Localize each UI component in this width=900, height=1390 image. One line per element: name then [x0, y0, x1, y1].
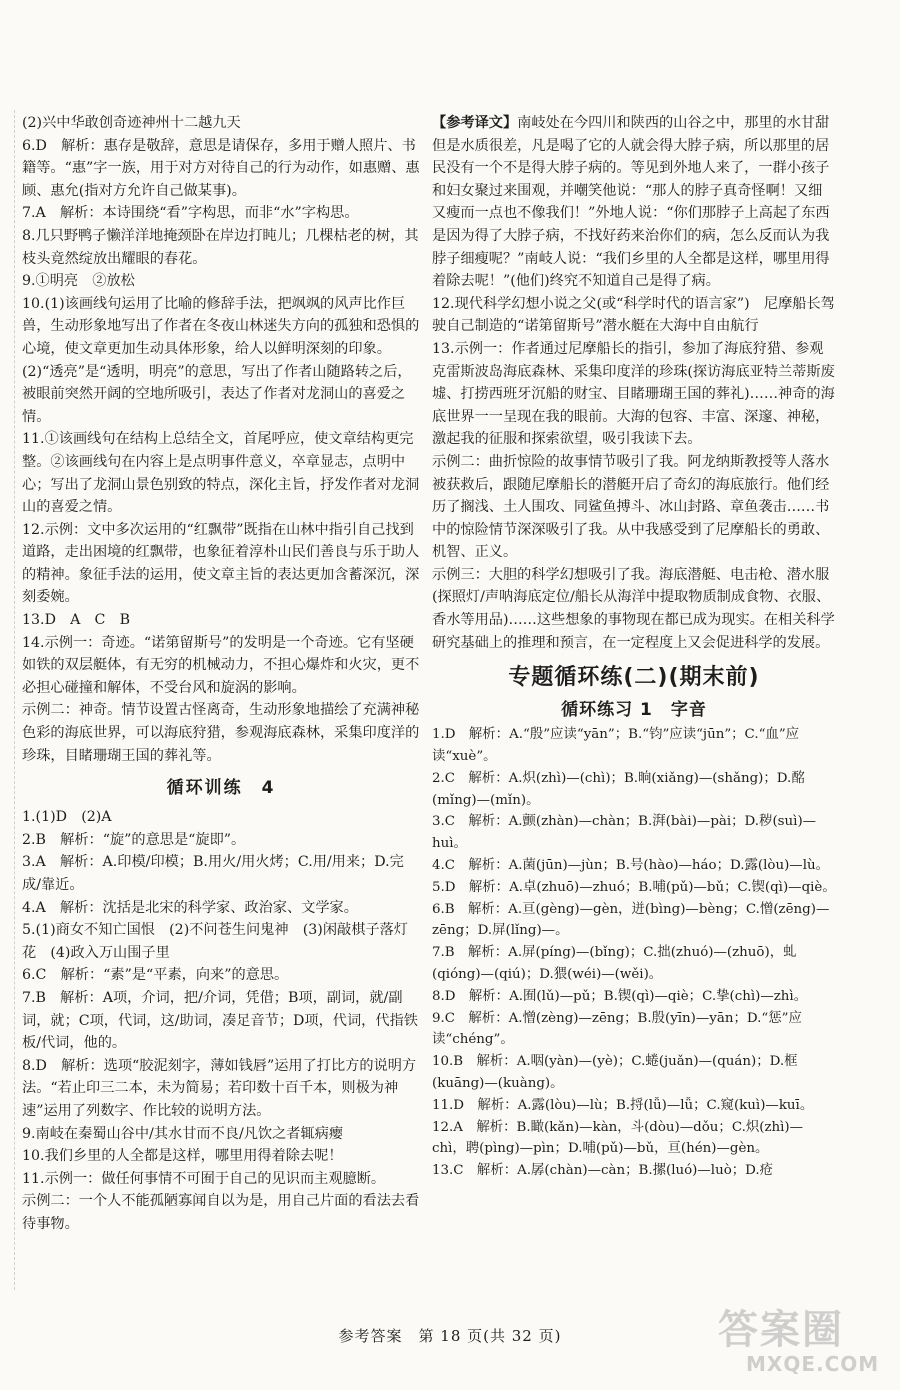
answer-item: 10.我们乡里的人全都是这样，哪里用得着除去呢！ [22, 1148, 343, 1165]
answer-item: 3.C 解析：A.颤(zhàn)—chàn；B.湃(bài)—pài；D.秽(suì)—huì。 [432, 814, 817, 852]
answer-item: 13.D A C B [22, 612, 131, 629]
answer-item: 11.D 解析：A.露(lòu)—lù；B.捋(lǚ)—lǚ；C.窥(kuì)—kuī。 [432, 1097, 814, 1113]
answer-item: 示例二：神奇。情节设置古怪离奇，生动形象地描绘了充满神秘色彩的海底世界，可以海底狩猎，参观海底森林，采集印度洋的珍珠，目睹珊瑚王国的葬礼等。 [22, 702, 420, 764]
answer-item: 6.C 解析：“素”是“平素，向来”的意思。 [22, 967, 289, 984]
answer-item: 10.(1)该画线句运用了比喻的修辞手法，把飒飒的风声比作巨兽，生动形象地写出了作者在冬夜山林迷失方向的孤独和恐惧的心境，使文章更加生动具体形象，给人以鲜明深刻的印象。 [22, 295, 420, 357]
answer-item: 2.B 解析：“旋”的意思是“旋即”。 [22, 831, 246, 848]
reference-translation [432, 112, 836, 293]
answer-item: 1.(1)D (2)A [22, 809, 112, 826]
answer-item: 11.示例一：做任何事情不可囿于自己的见识而主观臆断。 [22, 1170, 386, 1187]
answer-item: 8.几只野鸭子懒洋洋地掩颈卧在岸边打盹儿；几棵枯老的树，其枝头竟然绽放出耀眼的春花。 [22, 227, 419, 267]
answer-item: 9.南岐在秦蜀山谷中/其水甘而不良/凡饮之者辄病瘿 [22, 1125, 344, 1142]
answer-item: 9.①明亮 ②放松 [22, 273, 135, 290]
answer-item: 示例二：曲折惊险的故事情节吸引了我。阿龙纳斯教授等人落水被获救后，跟随尼摩船长的潜艇开启了奇幻的海底旅行。他们经历了搁浅、土人围攻、同鲨鱼搏斗、冰山封路、章鱼袭击……书中的惊险情节深深吸引了我。从中我感受到了尼摩船长的勇敢、机智、正义。 [432, 453, 830, 561]
answer-item: 5.D 解析：A.卓(zhuō)—zhuó；B.哺(pǔ)—bǔ；C.锲(qì)—qiè。 [432, 879, 836, 895]
answer-item: 6.B 解析：A.亘(gèng)—gèn，迸(bìng)—bèng；C.憎(zēng)—zēng；D.屏(lǐng)—。 [432, 901, 830, 939]
right-answers-a [432, 293, 836, 655]
answer-item: 示例二：一个人不能孤陋寡闻自以为是，用自己片面的看法去看待事物。 [22, 1193, 420, 1232]
answer-item: 5.(1)商女不知亡国恨 (2)不问苍生问鬼神 (3)闲敲棋子落灯花 (4)政入万山围子里 [22, 922, 408, 961]
watermark-url-text: MXQE.COM [746, 1352, 880, 1376]
answer-item: 7.B 解析：A项，介词，把/介词，凭借；B项，副词，就/副词，就；C项，代词，这/助词，凑足音节；D项，代词，代指铁板/代词，他的。 [22, 989, 418, 1052]
answer-item: 8.D 解析：选项“胶泥刻字，薄如钱唇”运用了打比方的说明方法。“若止印三二本，未为简易；若印数十百千本，则极为神速”运用了列数字、作比较的说明方法。 [22, 1057, 417, 1119]
section-title: 循环训练 4 [166, 778, 276, 799]
reference-text: 南岐处在今四川和陕西的山谷之中，那里的水甘甜但是水质很差，凡是喝了它的人就会得大脖子病，所以那里的居民没有一个不是得大脖子病的。等见到外地人来了，一群小孩子和妇女聚过来围观，并嘲笑他说：“那人的脖子真奇怪啊！又细又瘦而一点也不像我们！”外地人说：“你们那脖子上高起了东西是因为得了大脖子病，不找好药来治你们的病，怎么反而认为我脖子细瘦呢？”南岐人说：“我们乡里的人全都是这样，哪里用得着除去呢！”(他们)终究不知道自己是得了病。 [432, 115, 830, 290]
right-column [432, 112, 836, 1182]
binding-edge [0, 110, 15, 1290]
answer-item: (2)“透亮”是“透明，明亮”的意思，写出了作者山随路转之后，被眼前突然开阔的空地所吸引，表达了作者对龙洞山的喜爱之情。 [22, 363, 412, 425]
answer-item: 1.D 解析：A.“殷”应读“yān”；B.“钧”应读“jūn”；C.“血”应读“xuè”。 [432, 727, 800, 765]
answer-item: 6.D 解析：惠存是敬辞，意思是请保存，多用于赠人照片、书籍等。“惠”字一族，用于对方对待自己的行为动作，如惠赠、惠顾、惠允(指对方允许自己做某事)。 [22, 137, 420, 199]
answer-item: 12.现代科学幻想小说之父(或“科学时代的语言家”) 尼摩船长驾驶自己制造的“诺第留斯号”潜水艇在大海中自由航行 [432, 295, 835, 335]
answer-item: 7.B 解析：A.屏(píng)—(bǐng)；C.拙(zhuó)—(zhuō)，虬(qióng)—(qiú)；D.猥(wéi)—(wěi)。 [432, 945, 797, 983]
answer-item: 11.①该画线句在结构上总结全文，首尾呼应，使文章结构更完整。②该画线句在内容上是点明事件意义，卒章显志，点明中心；写出了龙洞山景色别致的特点，深化主旨，抒发作者对龙洞山的喜爱之情。 [22, 431, 420, 516]
answer-item: 8.D 解析：A.囿(lǔ)—pǔ；B.锲(qì)—qiè；C.挚(chì)—zhì。 [432, 988, 808, 1004]
answer-item: 13.示例一：作者通过尼摩船长的指引，参加了海底狩猎、参观克雷斯波岛海底森林、采集印度洋的珍珠(探访海底亚特兰蒂斯废墟、打捞西班牙沉船的财宝、目睹珊瑚王国的葬礼)……神奇的海底世界一一呈现在我的眼前。大海的包容、丰富、深邃、神秘，激起我的征服和探索欲望，吸引我读下去。 [432, 340, 835, 448]
answer-item: 12.A 解析：B.瞰(kǎn)—kàn，斗(dòu)—dǒu；C.炽(zhì)—chì，聘(pìng)—pìn；D.哺(pǔ)—bǔ，亘(hén)—gèn。 [432, 1119, 804, 1157]
answer-item: 2.C 解析：A.炽(zhì)—(chì)；B.晌(xiǎng)—(shǎng)；D.酩(mǐng)—(mǐn)。 [432, 770, 805, 808]
answer-item: 3.A 解析：A.印模/印模；B.用火/用火烤；C.用/用来；D.完成/靠近。 [22, 854, 404, 893]
answer-item: 13.C 解析：A.孱(chàn)—càn；B.摞(luó)—luò；D.疮 [432, 1163, 774, 1179]
answer-item: 示例三：大胆的科学幻想吸引了我。海底潜艇、电击枪、潜水服(探照灯/声呐海底定位/船长从海洋中提取物质制成食物、衣服、香水等用品)……这些想象的事物现在都已成为现实。在相关科学研究基础上的推理和预言，在一定程度上又会促进科学的发展。 [432, 566, 835, 651]
left-column [22, 112, 420, 1236]
reference-label: 【参考译文】 [432, 115, 518, 131]
answer-item: 7.A 解析：本诗围绕“看”字构思，而非“水”字构思。 [22, 205, 359, 222]
answer-item: 4.A 解析：沈括是北宋的科学家、政治家、文学家。 [22, 899, 358, 916]
watermark-logo-text: 答案圈 [718, 1307, 844, 1353]
answer-item: 9.C 解析：A.憎(zèng)—zēng；B.殷(yīn)—yān；D.“惩”应读“chéng”。 [432, 1010, 802, 1048]
site-watermark-logo [712, 1298, 892, 1382]
page-footer: 参考答案 第 18 页(共 32 页) [338, 1327, 562, 1345]
answer-item: 12.示例：文中多次运用的“红飘带”既指在山林中指引自己找到道路，走出困境的红飘带，也象征着淳朴山民们善良与乐于助人的精神。象征手法的运用，使文章主旨的表达更加含蓄深沉，深刻委婉。 [22, 521, 420, 606]
section-sub-title: 循环练习 1 字音 [561, 700, 707, 721]
answer-item: 14.示例一：奇迹。“诺第留斯号”的发明是一个奇迹。它有坚硬如铁的双层艇体，有无穷的机械动力，不担心爆炸和火灾，更不必担心碰撞和解体，不受台风和旋涡的影响。 [22, 634, 420, 696]
right-answers-b [432, 724, 836, 1182]
section-big-title: 专题循环练(二)(期末前) [508, 665, 760, 691]
answer-item: 10.B 解析：A.咽(yàn)—(yè)；C.蜷(juǎn)—(quán)；D.框(kuāng)—(kuàng)。 [432, 1054, 798, 1091]
answer-item: 4.C 解析：A.菌(jūn)—jùn；B.号(hào)—háo；D.露(lòu)—lù。 [432, 858, 829, 874]
answer-item: (2)兴中华敢创奇迹神州十二越九天 [22, 115, 241, 131]
